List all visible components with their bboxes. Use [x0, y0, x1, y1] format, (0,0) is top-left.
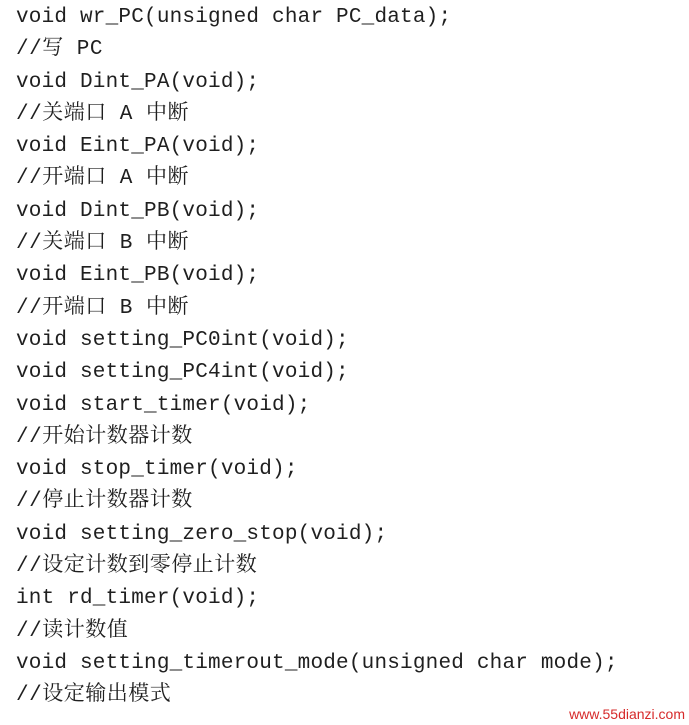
code-line: void Dint_PB(void);: [16, 199, 260, 223]
comment-line: //开端口 A 中断: [16, 167, 190, 191]
code-line: void setting_timerout_mode(unsigned char mode);: [16, 651, 618, 675]
code-line: void stop_timer(void);: [16, 458, 298, 482]
comment-line: //写 PC: [16, 38, 104, 62]
comment-line: //关端口 B 中断: [16, 232, 190, 256]
comment-line: //关端口 A 中断: [16, 102, 190, 126]
comment-line: //设定计数到零停止计数: [16, 555, 258, 579]
code-line: void Eint_PB(void);: [16, 264, 260, 288]
watermark: www.55dianzi.com: [569, 706, 685, 722]
code-line: void wr_PC(unsigned char PC_data);: [16, 6, 452, 29]
comment-line: //设定输出模式: [16, 684, 172, 708]
code-listing: [16, 2, 618, 713]
comment-line: //读计数值: [16, 619, 129, 643]
code-line: void Eint_PA(void);: [16, 135, 260, 159]
code-line: int rd_timer(void);: [16, 587, 260, 611]
comment-line: //停止计数器计数: [16, 490, 193, 514]
code-line: void setting_PC0int(void);: [16, 328, 349, 352]
code-line: void setting_PC4int(void);: [16, 361, 349, 385]
code-line: void setting_zero_stop(void);: [16, 522, 388, 546]
comment-line: //开端口 B 中断: [16, 296, 190, 320]
comment-line: //开始计数器计数: [16, 425, 193, 449]
code-line: void Dint_PA(void);: [16, 70, 260, 94]
code-line: void start_timer(void);: [16, 393, 311, 417]
